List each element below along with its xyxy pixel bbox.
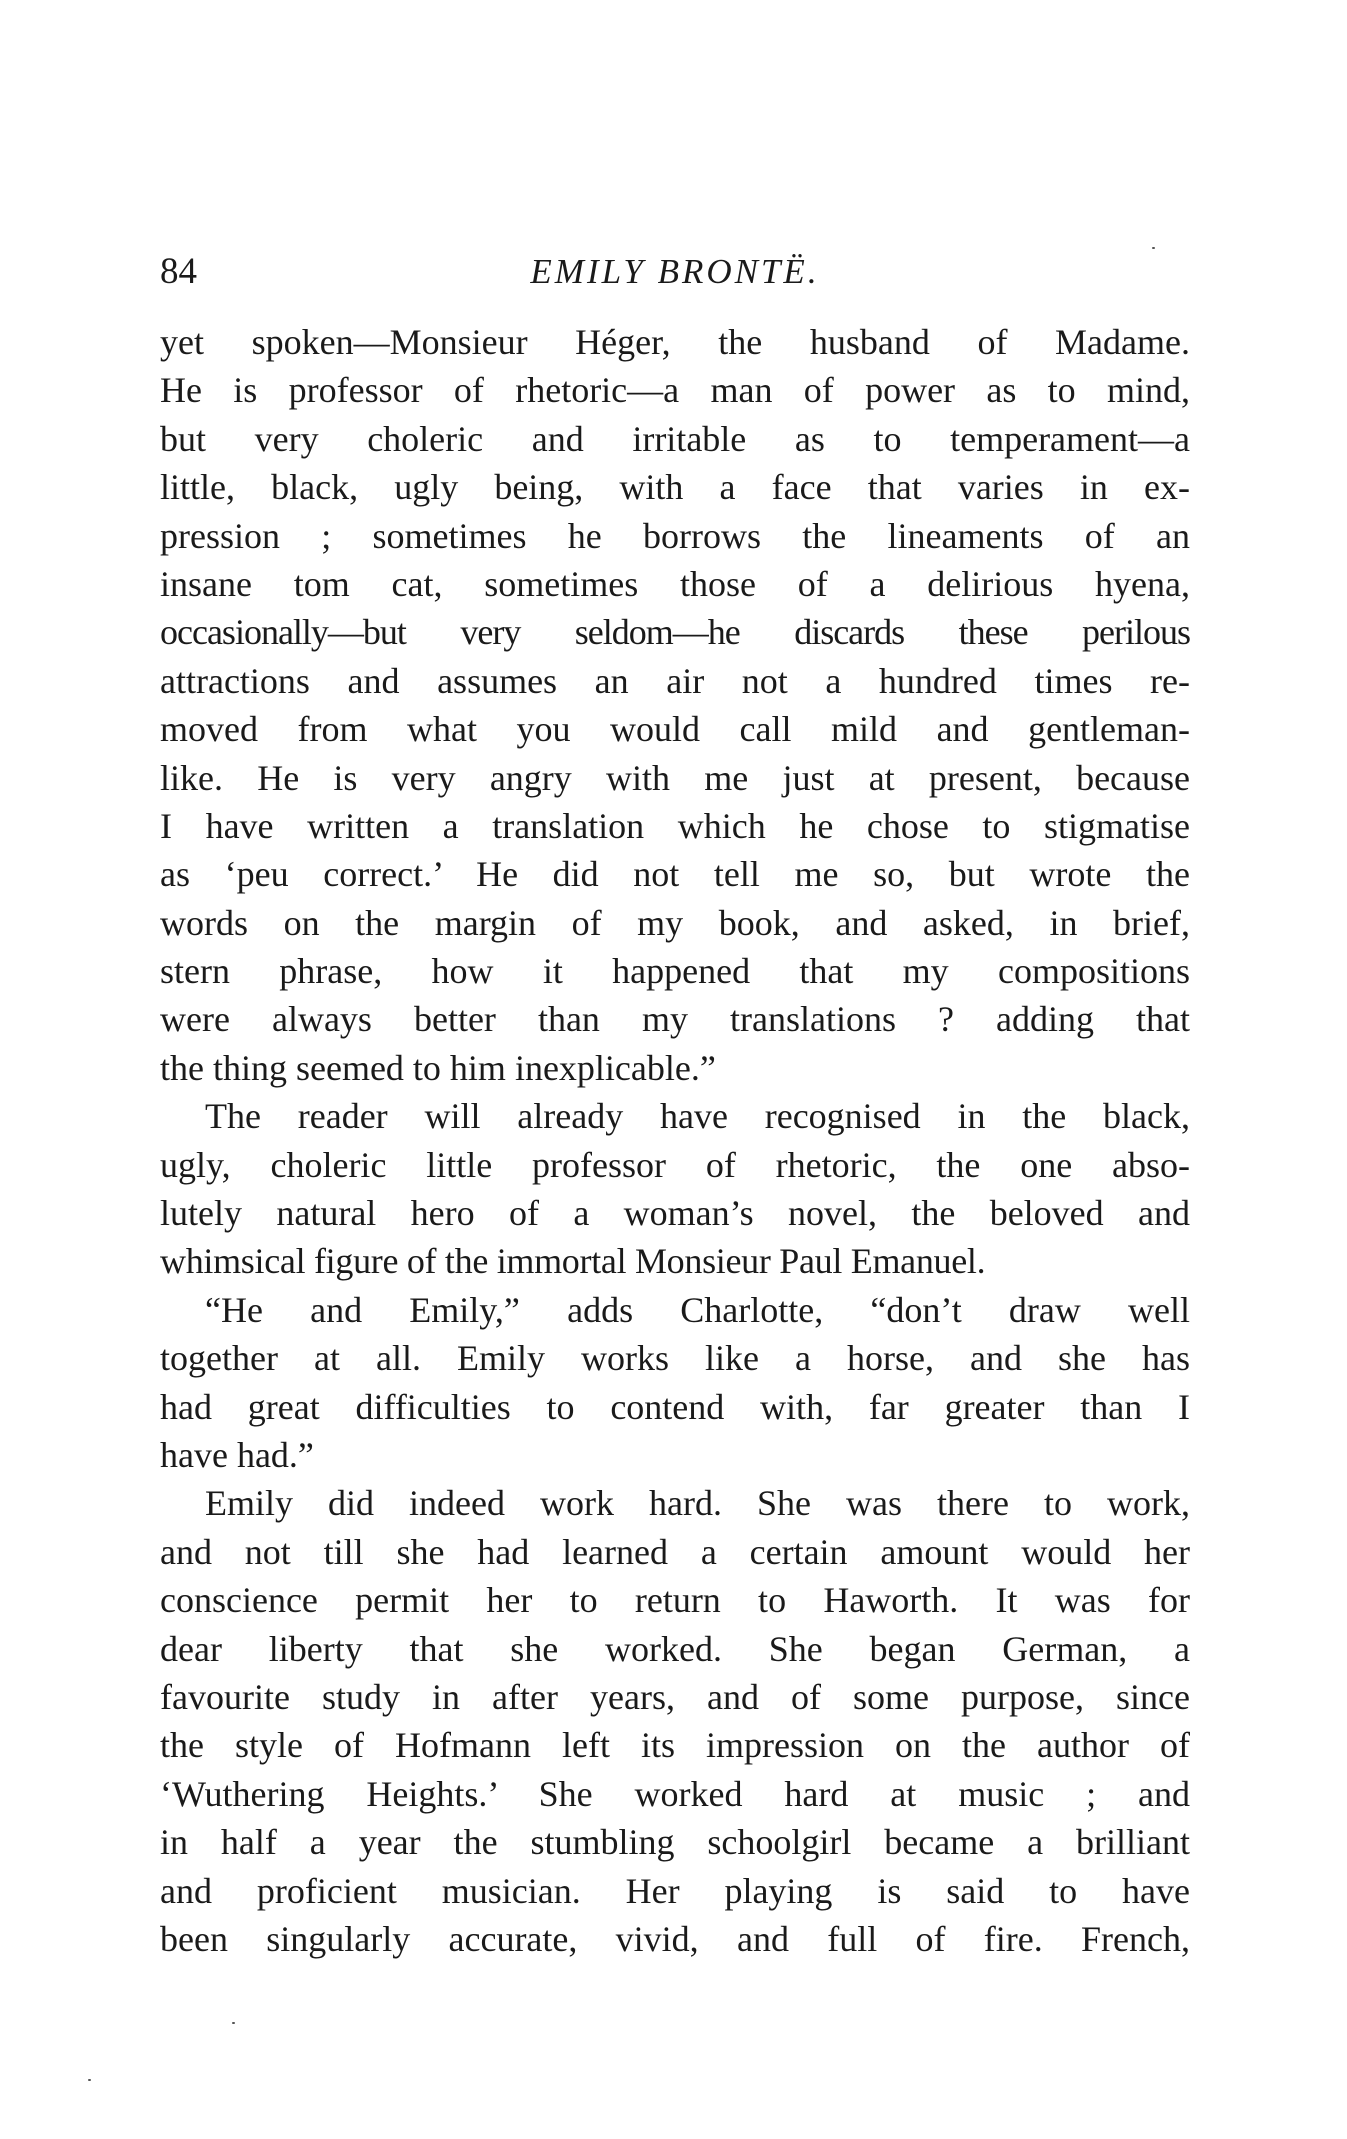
text-line: together at all. Emily works like a horse, and she has	[160, 1338, 1190, 1379]
scan-speck	[88, 2079, 91, 2081]
running-title: EMILY BRONTË.	[530, 252, 820, 291]
page-number: 84	[160, 251, 197, 292]
text-line: stern phrase, how it happened that my compositions	[160, 951, 1190, 992]
text-line: Emily did indeed work hard. She was there to work,	[205, 1483, 1190, 1524]
paragraph-1	[160, 318, 1190, 1092]
text-line: have had.”	[160, 1434, 314, 1475]
text-line: like. He is very angry with me just at present, because	[160, 757, 1190, 798]
text-line: dear liberty that she worked. She began German, a	[160, 1628, 1190, 1669]
text-line: in half a year the stumbling schoolgirl became a brilliant	[160, 1822, 1190, 1863]
scan-speck	[232, 2022, 235, 2024]
text-line: lutely natural hero of a woman’s novel, the beloved and	[160, 1193, 1190, 1234]
text-line: attractions and assumes an air not a hundred times re-	[160, 660, 1190, 701]
text-line: and proficient musician. Her playing is said to have	[160, 1870, 1190, 1911]
text-line: yet spoken—Monsieur Héger, the husband of Madame.	[160, 322, 1190, 362]
text-line: insane tom cat, sometimes those of a delirious hyena,	[160, 563, 1190, 604]
text-line: as ‘peu correct.’ He did not tell me so, but wrote the	[160, 854, 1190, 895]
text-line: and not till she had learned a certain amount would her	[160, 1531, 1190, 1572]
text-line: words on the margin of my book, and asked, in brief,	[160, 902, 1190, 943]
paragraph-2	[160, 1092, 1190, 1286]
text-line: the thing seemed to him inexplicable.”	[160, 1047, 716, 1088]
text-line: little, black, ugly being, with a face that varies in ex-	[160, 467, 1190, 508]
body-text	[160, 318, 1190, 1963]
text-line: ugly, choleric little professor of rhetoric, the one abso-	[160, 1144, 1190, 1185]
paragraph-4	[160, 1479, 1190, 1963]
text-line: “He and Emily,” adds Charlotte, “don’t draw well	[205, 1289, 1190, 1330]
text-line: I have written a translation which he chose to stigmatise	[160, 805, 1190, 846]
text-line: but very choleric and irritable as to temperament—a	[160, 418, 1190, 459]
text-line: had great difficulties to contend with, far greater than I	[160, 1386, 1190, 1427]
text-line: whimsical figure of the immortal Monsieur Paul Emanuel.	[160, 1241, 986, 1282]
text-line: were always better than my translations ? adding that	[160, 999, 1190, 1040]
paragraph-3	[160, 1286, 1190, 1480]
text-line: The reader will already have recognised in the black,	[205, 1096, 1190, 1137]
text-line: been singularly accurate, vivid, and full of fire. French,	[160, 1918, 1190, 1959]
text-line: occasionally—but very seldom—he discards these perilous	[160, 612, 1190, 653]
scan-speck	[1152, 247, 1155, 249]
text-line: moved from what you would call mild and gentleman-	[160, 709, 1190, 750]
text-line: pression ; sometimes he borrows the lineaments of an	[160, 515, 1190, 556]
text-line: favourite study in after years, and of some purpose, since	[160, 1676, 1190, 1717]
text-line: the style of Hofmann left its impression on the author of	[160, 1725, 1190, 1766]
text-line: conscience permit her to return to Haworth. It was for	[160, 1580, 1190, 1621]
page-header	[160, 248, 1190, 296]
text-line: He is professor of rhetoric—a man of power as to mind,	[160, 370, 1190, 411]
text-line: ‘Wuthering Heights.’ She worked hard at music ; and	[160, 1773, 1190, 1814]
